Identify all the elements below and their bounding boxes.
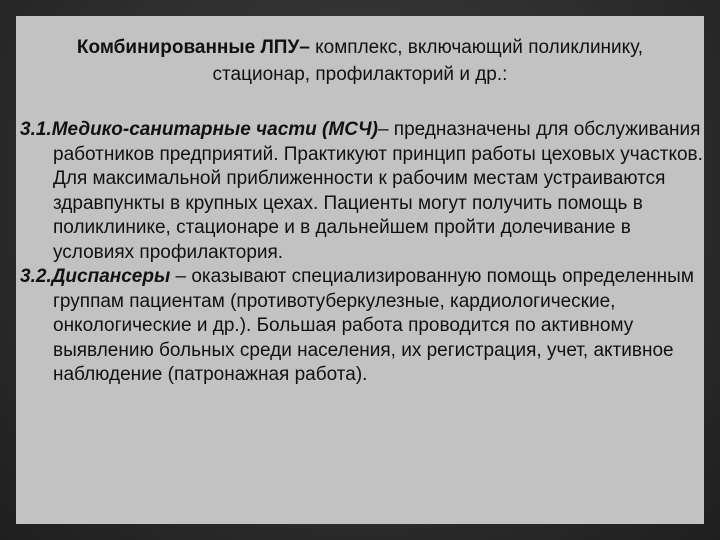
paragraph-dispensary-lead: 3.2.Диспансеры (20, 266, 171, 287)
content-panel (16, 16, 704, 524)
slide-title-bold: Комбинированные ЛПУ– (76, 37, 310, 58)
paragraph-msch-text: – предназначены для обслуживания работников предприятий. Практикуют принцип работы цеховых участков. Для максимальной приближенности к рабочим местам устраиваются здравпункты в крупных цехах. Пациенты могут получить помощь в поликлинике, стационаре и в дальнейшем пройти долечивание в условиях профилактория. (53, 119, 703, 263)
paragraph-dispensary-text: – оказывают специализированную помощь определенным группам пациентам (противотуберкулезные, кардиологические, онкологические и др.). Большая работа проводится по активному выявлению больных среди населения, их регистрация, учет, активное наблюдение (патронажная работа). (53, 266, 694, 385)
slide-title (36, 34, 684, 88)
slide-body (20, 118, 704, 388)
paragraph-msch (20, 118, 704, 265)
paragraph-dispensary (20, 265, 704, 388)
slide-title-rest: комплекс, включающий поликлинику, стационар, профилакторий и др.: (212, 37, 644, 85)
paragraph-msch-lead: 3.1.Медико-санитарные части (МСЧ) (20, 119, 378, 140)
